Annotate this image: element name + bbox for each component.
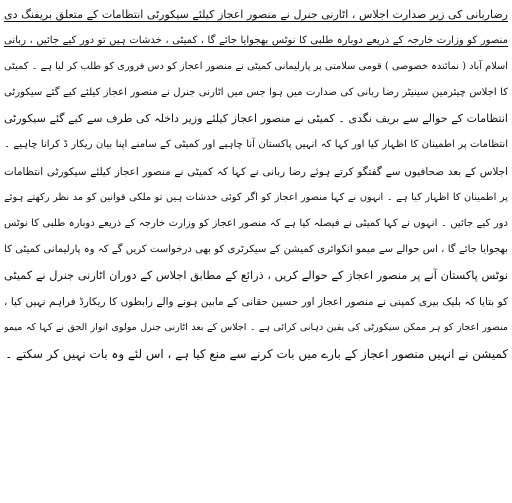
body-line: بھجوایا جائے گا ، اس حوالے سے میمو انکوائری کمیشن کے سیکرٹری کو بھی درخواست کریں گے کہ وہ پارلیمانی کمیٹی کا (4, 243, 508, 255)
headline-line-1: رضاربانی کی زیر صدارت اجلاس ، اٹارنی جنرل نے منصور اعجاز کیلئے سیکورٹی انتظامات کے متعلق بریفنگ دی (4, 8, 508, 21)
body-line: اجلاس کے بعد صحافیوں سے گفتگو کرتے ہوئے رضا ربانی نے کہا کہ کمیٹی نے منصور اعجاز کیلئے سیکورٹی انتظامات (4, 165, 508, 178)
body-line: انتظامات کے حوالے سے بریف نگدی ۔ کمیٹی نے منصور اعجاز کیلئے وزیر داخلہ کی طرف سے کیے گئے سیکورٹی (4, 112, 508, 126)
headline-line-2: منصور کو وزارت خارجہ کے ذریعے دوبارہ طلبی کا نوٹس بھجوایا جائے گا ، کمیٹی ، خدشات ہیں تو دور کیے جائیں ، ربانی (4, 35, 508, 47)
body-line: منصور اعجاز کو ہر ممکن سیکورٹی کی یقین دہانی کرائی ہے ۔ اجلاس کے بعد اٹارنی جنرل مولوی انوار الحق نے کہا کہ میمو (4, 322, 508, 334)
body-line: دور کیے جائیں ۔ انہوں نے کہا کمیٹی نے فیصلہ کیا ہے کہ منصور اعجاز کو وزارت خارجہ کے ذریعے دوبارہ طلبی کا نوٹس (4, 217, 508, 229)
body-line: اسلام آباد ( نمائندہ خصوصی ) قومی سلامتی پر پارلیمانی کمیٹی نے منصور اعجاز کو دس فروری کو طلب کر لیا ہے ۔ کمیٹی (4, 61, 508, 73)
body-line: پر اطمینان کا اظہار کیا ہے ۔ انہوں نے کہا منصور اعجاز کو اگر کوئی خدشات ہیں تو ملکی قوانین کو مد نظر رکھتے ہوئے (4, 191, 508, 203)
body-line: نوٹس پاکستان آنے پر منصور اعجاز کے حوالے کریں ، ذرائع کے مطابق اجلاس کے دوران اٹارنی جنرل نے کمیٹی (4, 268, 508, 282)
body-line-final: کمیشن نے انہیں منصور اعجاز کے بارے میں بات کرنے سے منع کیا ہے ، اس لئے وہ بات نہیں کر سکتے ۔ (5, 347, 508, 362)
body-line: انتظامات پر اطمینان کا اظہار کیا اور کہا کہ انہیں پاکستان آنا چاہیے اور کمیٹی کے سامنے اپنا بیان ریکار ڈ کرانا چاہیے ۔ (4, 139, 508, 151)
body-line: کو بتایا کہ بلیک بیری کمپنی نے منصور اعجاز اور حسین حقانی کے مابین ہونے والے رابطوں کا ریکارڈ فراہم نہیں کیا ، (4, 296, 508, 309)
news-article (4, 2, 508, 500)
body-line: کا اجلاس چیئرمین سینیٹر رضا ربانی کی صدارت میں ہوا جس میں اٹارنی جنرل نے منصور اعجاز کیلئے کیے گئے سیکورٹی (4, 87, 508, 99)
